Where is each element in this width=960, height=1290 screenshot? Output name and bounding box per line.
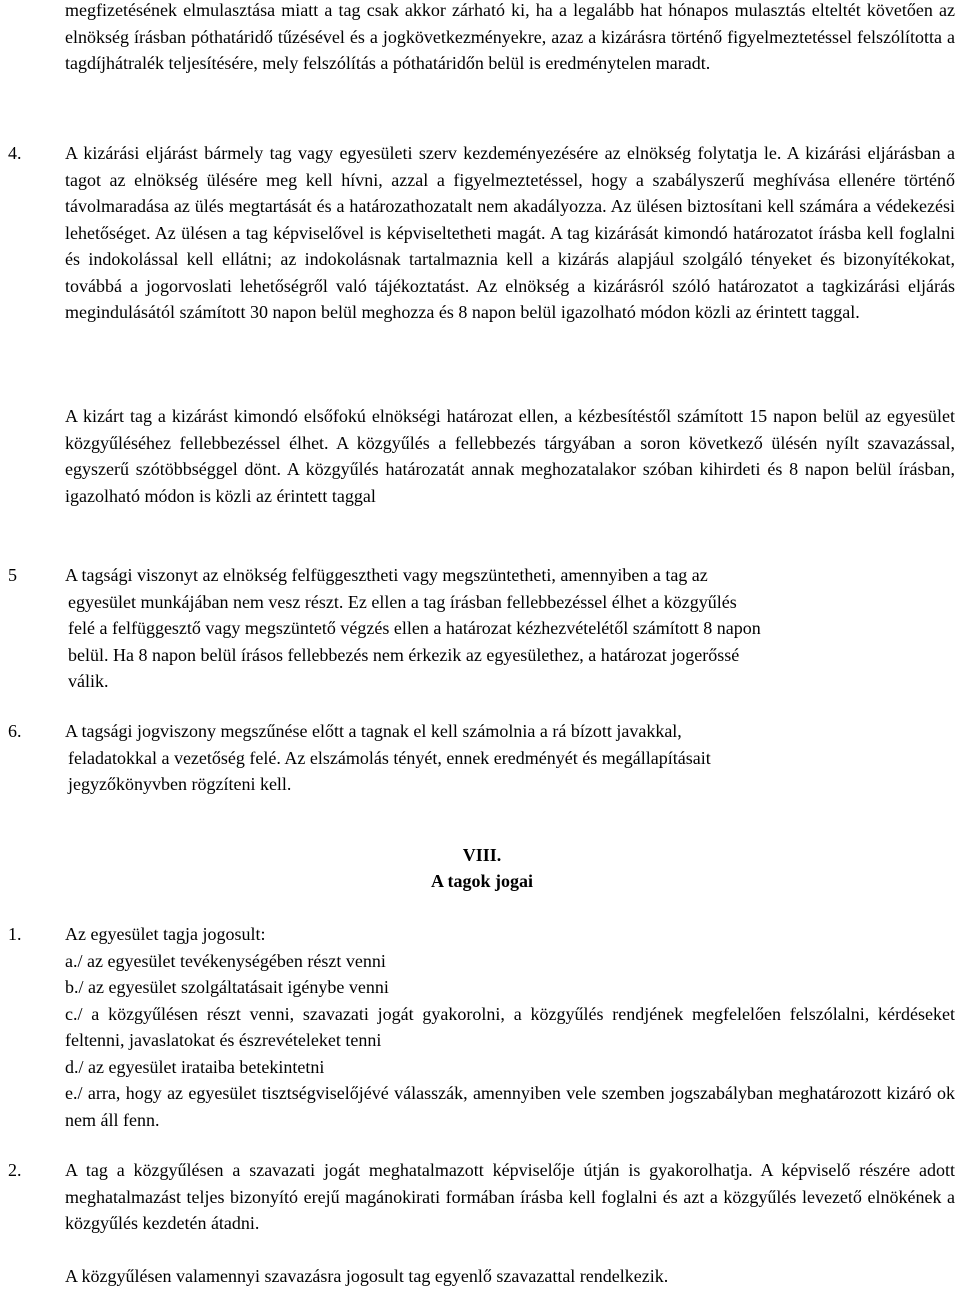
item-6-number: 6.	[8, 721, 22, 741]
item-6-line: feladatokkal a vezetőség felé. Az elszámolás tényét, ennek eredményét és megállapításait	[68, 747, 711, 768]
right-a: a./ az egyesület tevékenységében részt venni	[65, 950, 386, 971]
item-5-number: 5	[8, 565, 17, 585]
item-4-appeal-paragraph	[65, 403, 955, 509]
item-5-paragraph	[65, 562, 955, 695]
item-5-line: válik.	[68, 671, 109, 691]
item-5-line: felé a felfüggesztő vagy megszüntető végzés ellen a határozat kézhezvételétől számított 8 napon	[68, 618, 761, 638]
closing-text: A közgyűlésen valamennyi szavazásra jogosult tag egyenlő szavazattal rendelkezik.	[65, 1266, 669, 1286]
right-e: e./ arra, hogy az egyesület tisztségviselőjévé válasszák, amennyiben vele szemben jogszabályban meghatározott kizáró ok nem áll fenn.	[65, 1083, 955, 1130]
item-4-text: A kizárási eljárást bármely tag vagy egyesületi szerv kezdeményezésére az elnökség folytatja le. A kizárási eljárásban a tagot az elnökség ülésére meg kell hívni, azzal a figyelmeztetéssel, hogy a szabályszerű meghívása ellenére történő távolmaradása az ülés megtartását és a határozathozatalt nem akadályozza. Az ülésen biztosítani kell számára a védekezési lehetőséget. Az ülésen a tag képviselővel is képviseltetheti magát. A tag kizárását kimondó határozatot írásba kell foglalni és indokolással kell ellátni; az indokolásnak tartalmaznia kell a kizárás alapjául szolgáló tényeket és bizonyítékokat, továbbá a jogorvoslati lehetőségről való tájékoztatást. Az elnökség a kizárásról szóló határozatot a tagkizárási eljárás megindulásától számított 30 napon belül meghozza és 8 napon belül igazolható módon közli az érintett taggal.	[65, 143, 955, 322]
intro-paragraph	[65, 0, 955, 77]
closing-paragraph	[65, 1263, 955, 1290]
rights-item-2-paragraph	[65, 1157, 955, 1237]
right-c: c./ a közgyűlésen részt venni, szavazati jogát gyakorolni, a közgyűlés rendjének megfelelően felszólalni, kérdéseket feltenni, javaslatokat és észrevételeket tenni	[65, 1003, 955, 1050]
item-6-line: jegyzőkönyvben rögzíteni kell.	[68, 774, 292, 794]
rights-item-1-number: 1.	[8, 924, 22, 944]
rights-item-2-text: A tag a közgyűlésen a szavazati jogát meghatalmazott képviselője útján is gyakorolhatja. A képviselő részére adott meghatalmazást teljes bizonyító erejű magánokirati formában írásba kell foglalni és azt a közgyűlés levezető elnökének a közgyűlés kezdetén átadni.	[65, 1160, 955, 1233]
section-number: VIII.	[462, 845, 502, 865]
rights-item-2-number: 2.	[8, 1160, 22, 1180]
item-4-appeal-text: A kizárt tag a kizárást kimondó elsőfokú elnökségi határozat ellen, a kézbesítéstől számított 15 napon belül az egyesület közgyűléséhez fellebbezéssel élhet. A közgyűlés a fellebbezés tárgyában a soron következő ülésén nyílt szavazással, egyszerű szótöbbséggel dönt. A közgyűlés határozatát annak meghozatalakor szóban kihirdeti és 8 napon belül írásban, igazolható módon is közli az érintett taggal	[65, 406, 955, 506]
right-b: b./ az egyesület szolgáltatásait igénybe venni	[65, 977, 389, 997]
item-6-line: A tagsági jogviszony megszűnése előtt a tagnak el kell számolnia a rá bízott javakkal,	[65, 721, 682, 741]
rights-intro: Az egyesület tagja jogosult:	[65, 924, 266, 944]
right-d: d./ az egyesület irataiba betekintetni	[65, 1056, 325, 1077]
item-4-paragraph	[65, 140, 955, 326]
item-5-line: belül. Ha 8 napon belül írásos fellebbezés nem érkezik az egyesülethez, a határozat jogerőssé	[68, 644, 740, 665]
item-5-line: egyesület munkájában nem vesz részt. Ez ellen a tag írásban fellebbezéssel élhet a közgyűlés	[68, 591, 737, 612]
item-6-paragraph	[65, 718, 955, 798]
intro-text: megfizetésének elmulasztása miatt a tag csak akkor zárható ki, ha a legalább hat hónapos mulasztás elteltét követően az elnökség írásban póthatáridő tűzésével és a jogkövetkezményekre, azaz a kizárásra történő figyelmeztetéssel felszólította a tagdíjhátralék teljesítésére, mely felszólítás a póthatáridőn belül is eredménytelen maradt.	[65, 0, 955, 73]
item-4-number: 4.	[8, 143, 22, 163]
rights-item-1-list	[65, 921, 955, 1133]
section-title: A tagok jogai	[430, 871, 533, 891]
item-5-line: A tagsági viszonyt az elnökség felfüggesztheti vagy megszüntetheti, amennyiben a tag az	[65, 565, 708, 585]
